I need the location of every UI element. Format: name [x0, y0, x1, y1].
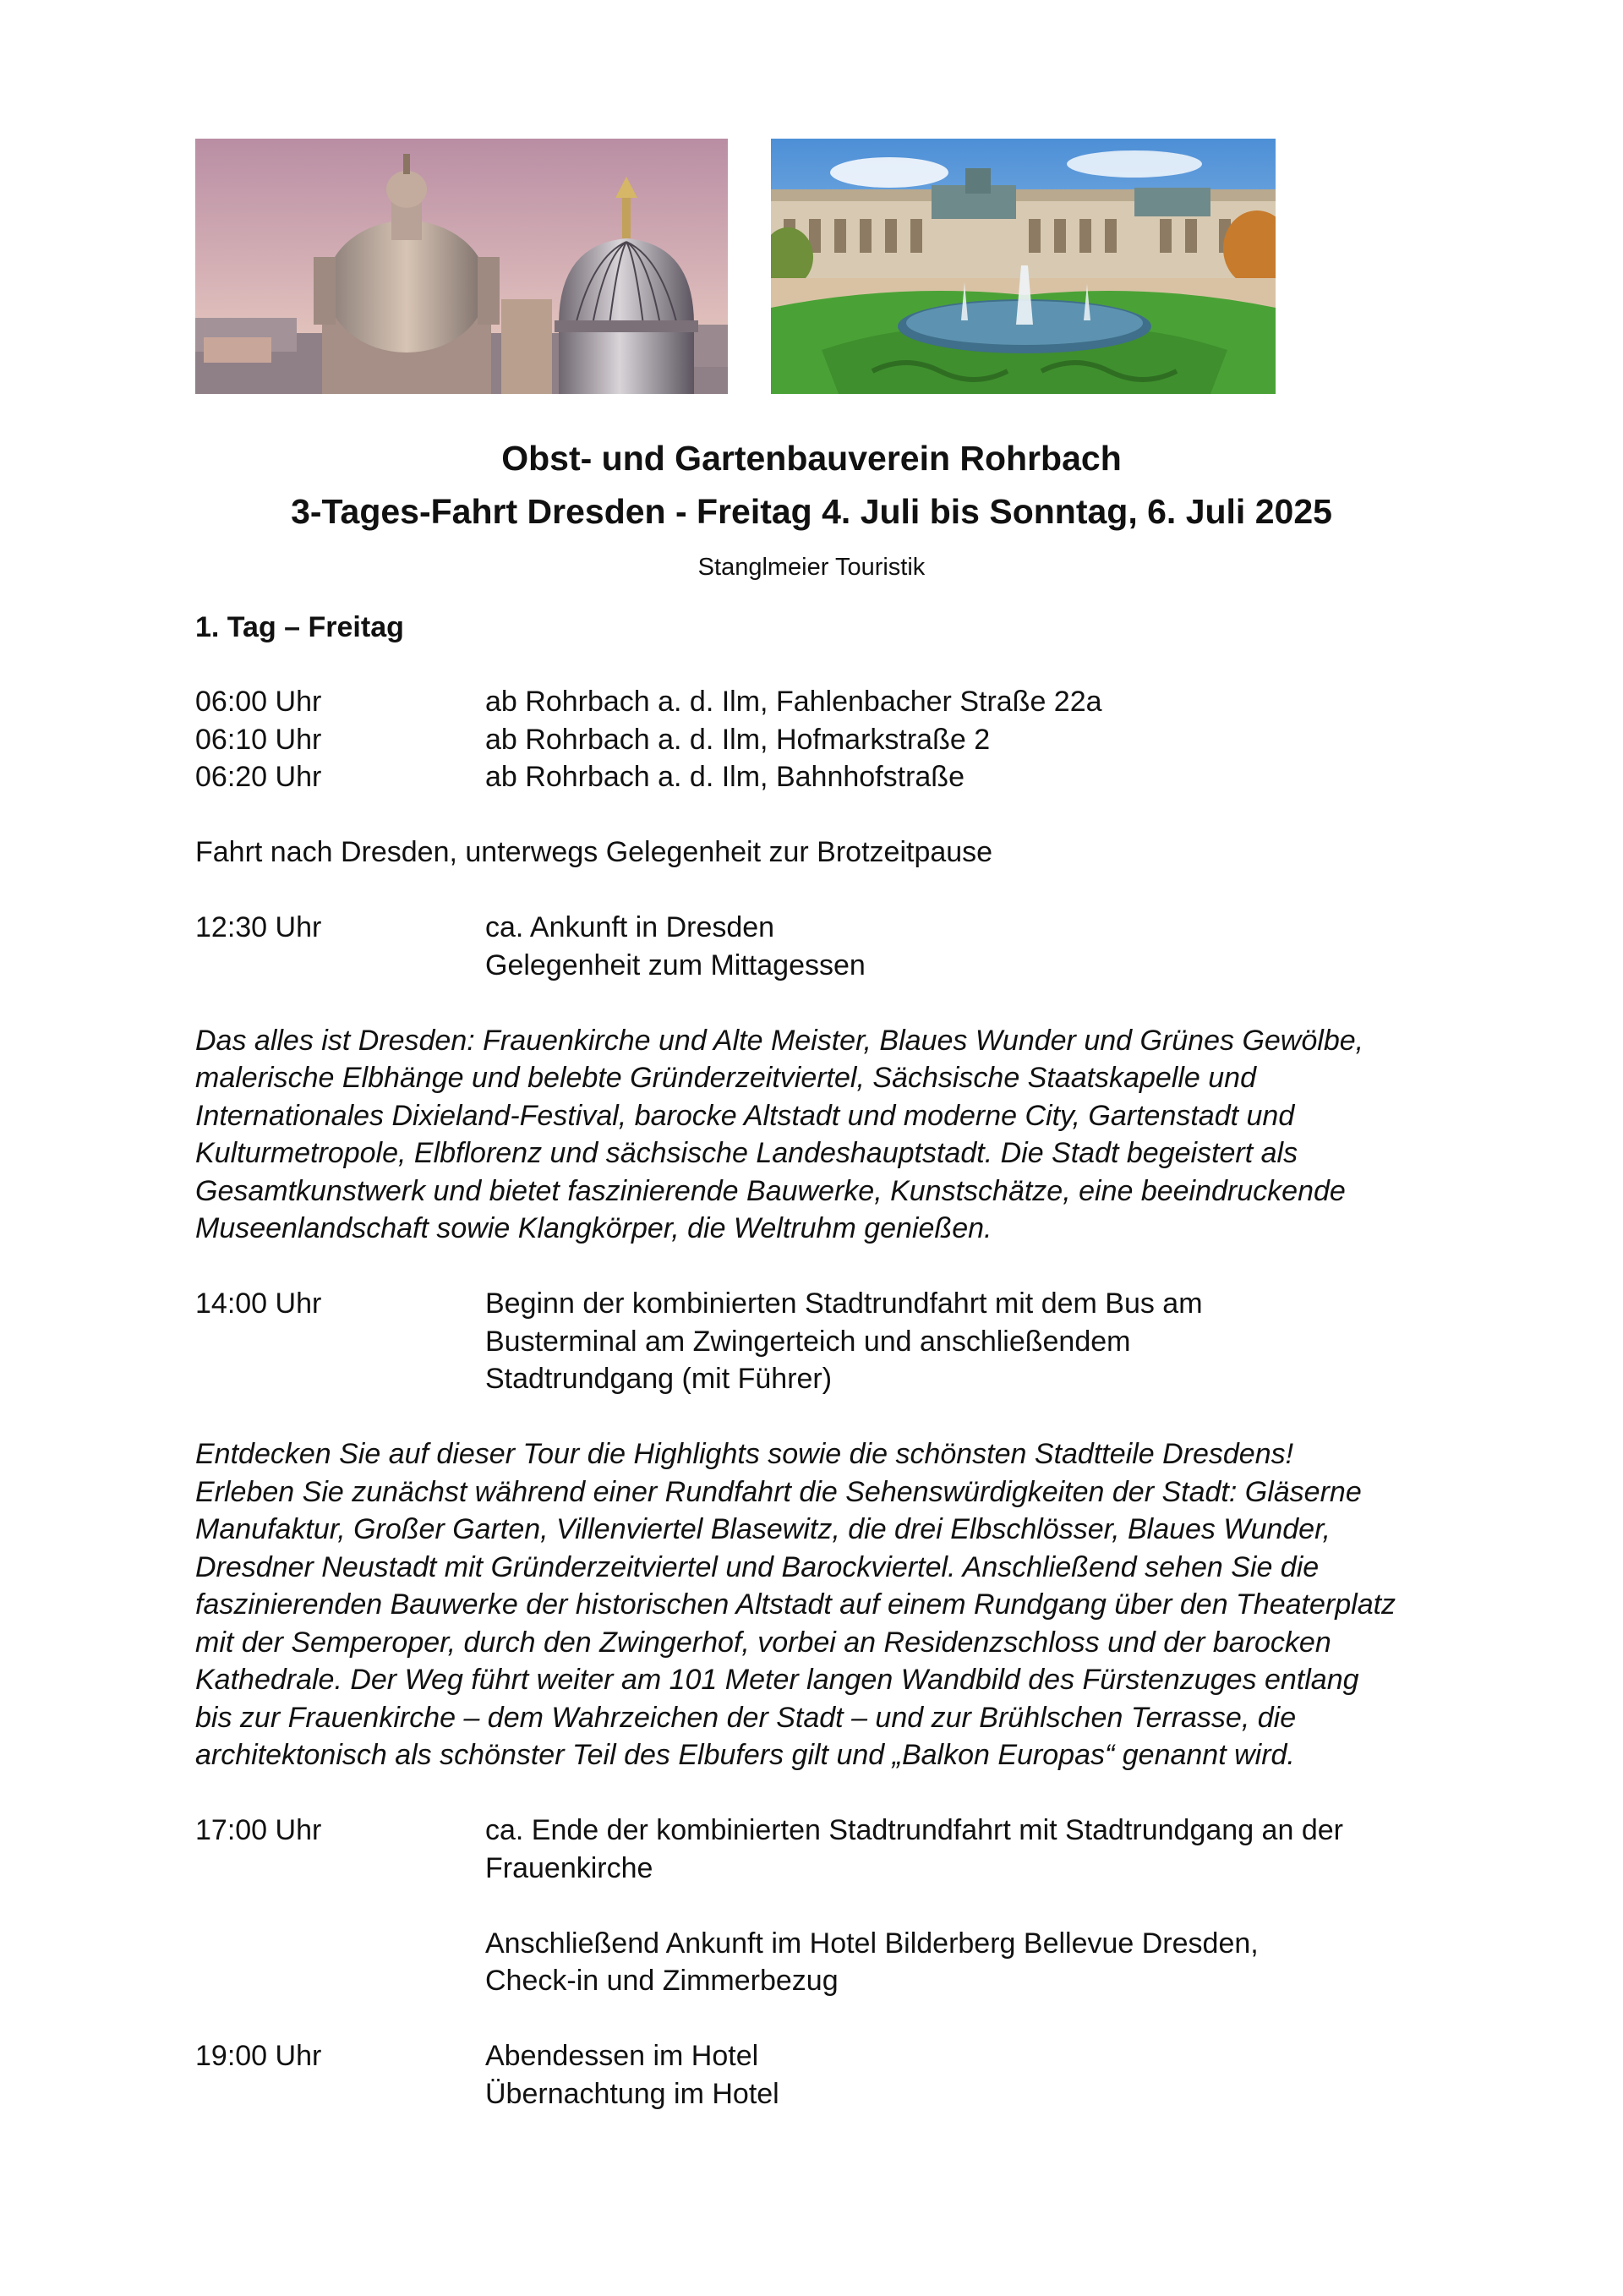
intro-line: malerische Elbhänge und belebte Gründerzeitviertel, Sächsische Staatskapelle und	[195, 1062, 1256, 1094]
subtitle-operator: Stanglmeier Touristik	[697, 554, 926, 581]
tour-desc-line: Dresdner Neustadt mit Gründerzeitviertel und Barockviertel. Anschließend sehen Sie die	[195, 1551, 1320, 1583]
tour-time: 14:00 Uhr	[195, 1287, 322, 1320]
tour-line: Stadtrundgang (mit Führer)	[485, 1363, 833, 1395]
departure-time: 06:20 Uhr	[195, 761, 322, 793]
title-association: Obst- und Gartenbauverein Rohrbach	[501, 439, 1122, 478]
tour-desc-line: faszinierenden Bauwerke der historischen Altstadt auf einem Rundgang über den Theaterplatz	[195, 1588, 1396, 1621]
tour-line: Busterminal am Zwingerteich und anschließendem	[485, 1326, 1131, 1358]
photo-frauenkirche-icon	[195, 139, 728, 394]
dinner-line: Übernachtung im Hotel	[485, 2078, 779, 2110]
end-time: 17:00 Uhr	[195, 1814, 322, 1846]
photo-zwinger-icon	[771, 139, 1276, 394]
hotel-line: Check-in und Zimmerbezug	[485, 1965, 839, 1997]
tour-desc-line: Manufaktur, Großer Garten, Villenviertel Blasewitz, die drei Elbschlösser, Blaues Wunder,	[195, 1513, 1331, 1545]
dinner-line: Abendessen im Hotel	[485, 2040, 759, 2072]
day-heading: 1. Tag – Freitag	[195, 611, 404, 643]
tour-desc-line: Entdecken Sie auf dieser Tour die Highlights sowie die schönsten Stadtteile Dresdens!	[195, 1438, 1294, 1470]
end-line: ca. Ende der kombinierten Stadtrundfahrt mit Stadtrundgang an der	[485, 1814, 1343, 1846]
intro-line: Internationales Dixieland-Festival, barocke Altstadt und moderne City, Gartenstadt und	[195, 1100, 1295, 1132]
intro-line: Das alles ist Dresden: Frauenkirche und Alte Meister, Blaues Wunder und Grünes Gewölbe,	[195, 1025, 1364, 1057]
departure-location: ab Rohrbach a. d. Ilm, Fahlenbacher Straße 22a	[485, 686, 1102, 718]
dinner-time: 19:00 Uhr	[195, 2040, 322, 2072]
intro-line: Gesamtkunstwerk und bietet faszinierende Bauwerke, Kunstschätze, eine beeindruckende	[195, 1175, 1346, 1207]
departure-time: 06:00 Uhr	[195, 686, 322, 718]
end-line: Frauenkirche	[485, 1852, 653, 1884]
tour-desc-line: bis zur Frauenkirche – dem Wahrzeichen der Stadt – und zur Brühlschen Terrasse, die	[195, 1702, 1297, 1734]
drive-note: Fahrt nach Dresden, unterwegs Gelegenheit zur Brotzeitpause	[195, 836, 993, 868]
arrival-line: ca. Ankunft in Dresden	[485, 911, 775, 943]
departure-location: ab Rohrbach a. d. Ilm, Hofmarkstraße 2	[485, 724, 991, 756]
tour-desc-line: Kathedrale. Der Weg führt weiter am 101 Meter langen Wandbild des Fürstenzuges entlang	[195, 1664, 1359, 1696]
tour-desc-line: Erleben Sie zunächst während einer Rundfahrt die Sehenswürdigkeiten der Stadt: Gläserne	[195, 1476, 1362, 1508]
departure-location: ab Rohrbach a. d. Ilm, Bahnhofstraße	[485, 761, 965, 793]
arrival-line: Gelegenheit zum Mittagessen	[485, 949, 866, 981]
intro-line: Kulturmetropole, Elbflorenz und sächsische Landeshauptstadt. Die Stadt begeistert als	[195, 1137, 1298, 1169]
tour-desc-line: architektonisch als schönster Teil des Elbufers gilt und „Balkon Europas“ genannt wird.	[195, 1739, 1295, 1771]
hotel-line: Anschließend Ankunft im Hotel Bilderberg Bellevue Dresden,	[485, 1927, 1259, 1960]
intro-line: Museenlandschaft sowie Klangkörper, die Weltruhm genießen.	[195, 1212, 992, 1244]
tour-line: Beginn der kombinierten Stadtrundfahrt mit dem Bus am	[485, 1287, 1203, 1320]
title-trip: 3-Tages-Fahrt Dresden - Freitag 4. Juli bis Sonntag, 6. Juli 2025	[291, 492, 1332, 531]
tour-desc-line: mit der Semperoper, durch den Zwingerhof, vorbei an Residenzschloss und der barocken	[195, 1626, 1331, 1659]
arrival-time: 12:30 Uhr	[195, 911, 322, 943]
departure-time: 06:10 Uhr	[195, 724, 322, 756]
